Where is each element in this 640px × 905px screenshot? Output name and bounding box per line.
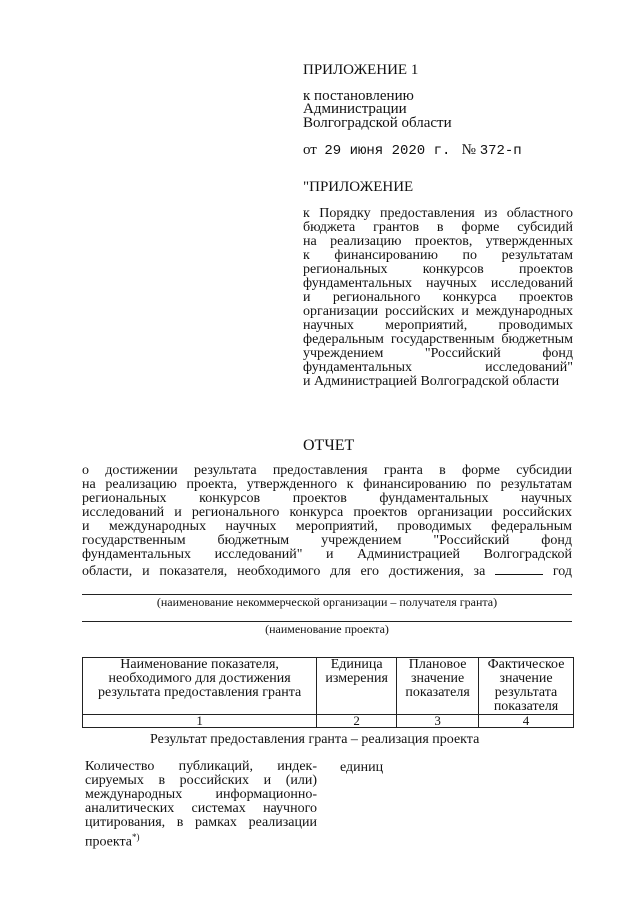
report-last-word: год xyxy=(552,564,573,579)
report-line: на реализацию проекта, утвержденного к финансированию по результатам xyxy=(82,477,572,492)
row-last-line xyxy=(85,830,317,850)
report-title: ОТЧЕТ xyxy=(303,437,355,454)
sub-line: учреждением "Российский фонд xyxy=(303,346,573,361)
sub-line: и Администрацией Волгоградской области xyxy=(303,374,560,389)
date-prefix: от xyxy=(303,142,317,158)
report-last-line xyxy=(82,562,572,579)
row-footnote: *) xyxy=(132,832,140,842)
sub-appendix-title: "ПРИЛОЖЕНИЕ xyxy=(303,179,414,195)
table-number-row xyxy=(83,715,574,728)
sub-line: федеральным государственным бюджетным xyxy=(303,332,573,347)
header-unit: Единица измерения xyxy=(317,658,397,715)
sub-line: и регионального конкурса проектов xyxy=(303,290,573,305)
report-line: исследований и регионального конкурса проектов организации российских xyxy=(82,505,572,520)
report-last-text: области, и показателя, необходимого для его достижения, за xyxy=(82,564,486,579)
year-blank xyxy=(495,562,543,575)
report-line: региональных конкурсов проектов фундаментальных научных xyxy=(82,491,572,506)
col-number: 3 xyxy=(397,715,479,728)
header-indicator: Наименование показателя, необходимого для достижения результата предоставления гранта xyxy=(83,658,317,715)
appendix-title: ПРИЛОЖЕНИЕ 1 xyxy=(303,62,419,78)
sub-line: на реализацию проектов, утвержденных xyxy=(303,234,573,249)
row-line: Количество публикаций, индек- xyxy=(85,759,317,774)
appendix-line-3: Волгоградской области xyxy=(303,115,452,131)
indicator-table xyxy=(82,657,574,728)
row-line: международных информационно- xyxy=(85,787,317,802)
appendix-line-2: Администрации xyxy=(303,101,407,117)
sub-line: к Порядку предоставления из областного xyxy=(303,206,573,221)
sub-line: к финансированию по результатам xyxy=(303,248,573,263)
row-line: аналитических системах научного xyxy=(85,801,317,816)
report-line: фундаментальных исследований" и Администрацией Волгоградской xyxy=(82,547,572,562)
col-number: 2 xyxy=(317,715,397,728)
header-planned: Плановое значение показателя xyxy=(397,658,479,715)
row-last-text: проекта xyxy=(85,834,132,850)
row-unit: единиц xyxy=(340,760,384,775)
row-line: цитирования, в рамках реализации xyxy=(85,815,317,830)
sub-line: региональных конкурсов проектов xyxy=(303,262,573,277)
report-line: и международных научных мероприятий, проводимых федеральным xyxy=(82,519,572,534)
appendix-date-line xyxy=(303,143,522,159)
report-text xyxy=(82,464,572,579)
indicator-row-name xyxy=(85,760,317,850)
col-number: 4 xyxy=(479,715,574,728)
header-actual: Фактическое значение результата показателя xyxy=(479,658,574,715)
date-value: 29 июня 2020 г. xyxy=(324,143,451,159)
sub-line: фундаментальных научных исследований xyxy=(303,276,573,291)
section-title: Результат предоставления гранта – реализация проекта xyxy=(150,732,480,747)
col-number: 1 xyxy=(83,715,317,728)
project-caption: (наименование проекта) xyxy=(265,622,389,636)
table-header-row xyxy=(83,658,574,715)
report-line: о достижении результата предоставления гранта в форме субсидии xyxy=(82,463,572,478)
sub-appendix-text xyxy=(303,207,573,389)
number-prefix: № xyxy=(461,142,476,158)
sub-line: научных мероприятий, проводимых xyxy=(303,318,573,333)
appendix-line-1: к постановлению xyxy=(303,88,414,104)
row-line: сируемых в российских и (или) xyxy=(85,773,317,788)
org-caption: (наименование некоммерческой организации – получателя гранта) xyxy=(156,595,498,609)
number-value: 372-п xyxy=(479,143,522,159)
sub-line: организации российских и международных xyxy=(303,304,573,319)
report-line: государственным бюджетным учреждением "Российский фонд xyxy=(82,533,572,548)
sub-line: бюджета грантов в форме субсидий xyxy=(303,220,573,235)
sub-line: фундаментальных исследований" xyxy=(303,360,573,375)
